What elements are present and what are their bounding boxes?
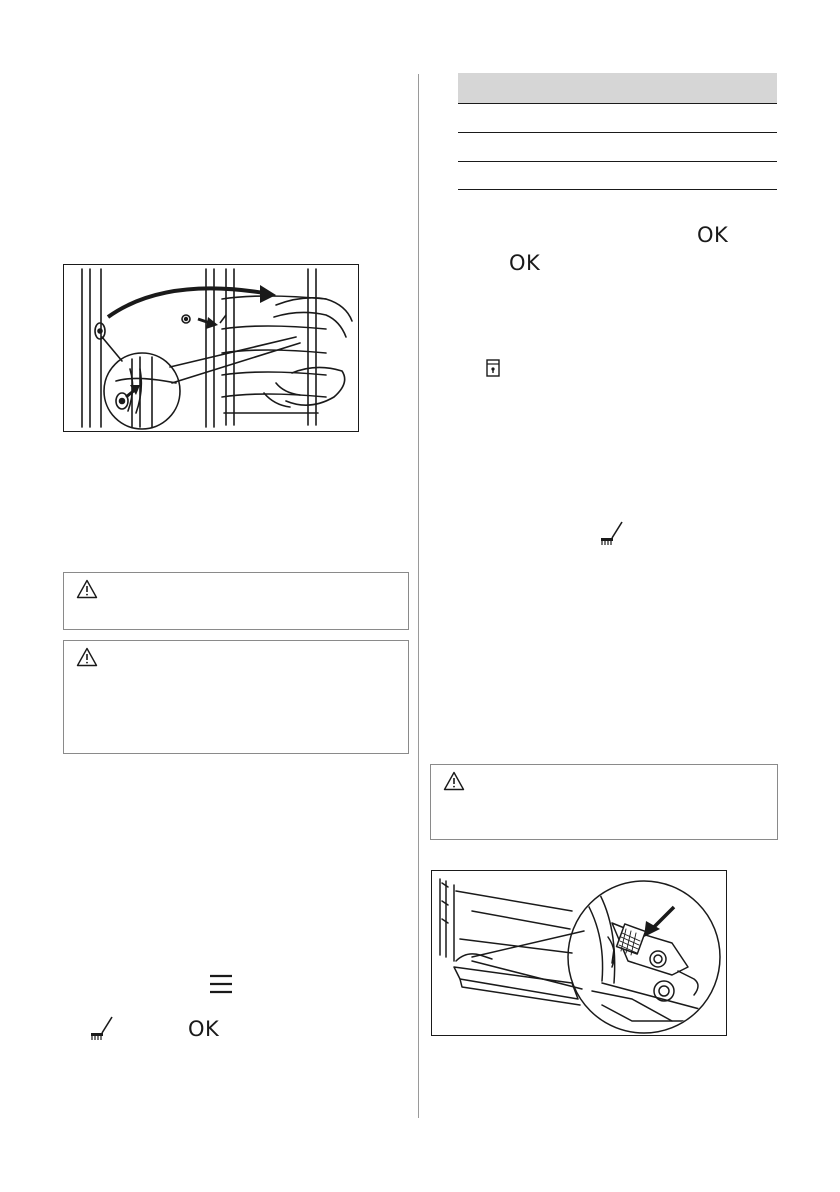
- table-row-line: [458, 161, 777, 162]
- door-lock-icon: [486, 359, 500, 377]
- ok-symbol: OK: [188, 1017, 220, 1041]
- hamburger-menu-icon: [209, 974, 233, 994]
- warning-triangle-icon: [76, 579, 98, 599]
- warning-triangle-icon: [443, 771, 465, 791]
- shelf-support-drawing: [64, 265, 358, 431]
- table-row-line: [458, 132, 777, 133]
- cleaning-brush-icon: [90, 1015, 114, 1041]
- warning-triangle-icon: [76, 647, 98, 667]
- table-header: [458, 73, 777, 104]
- table-row-line: [458, 189, 777, 190]
- column-divider: [418, 74, 419, 1118]
- cleaning-brush-icon: [600, 520, 624, 546]
- door-hinge-illustration: [431, 870, 727, 1036]
- warning-box-2: [63, 640, 409, 754]
- ok-symbol: OK: [697, 223, 729, 247]
- ok-symbol: OK: [509, 251, 541, 275]
- door-hinge-drawing: [432, 871, 726, 1035]
- warning-box-3: [430, 764, 778, 840]
- shelf-support-illustration: [63, 264, 359, 432]
- warning-box-1: [63, 572, 409, 630]
